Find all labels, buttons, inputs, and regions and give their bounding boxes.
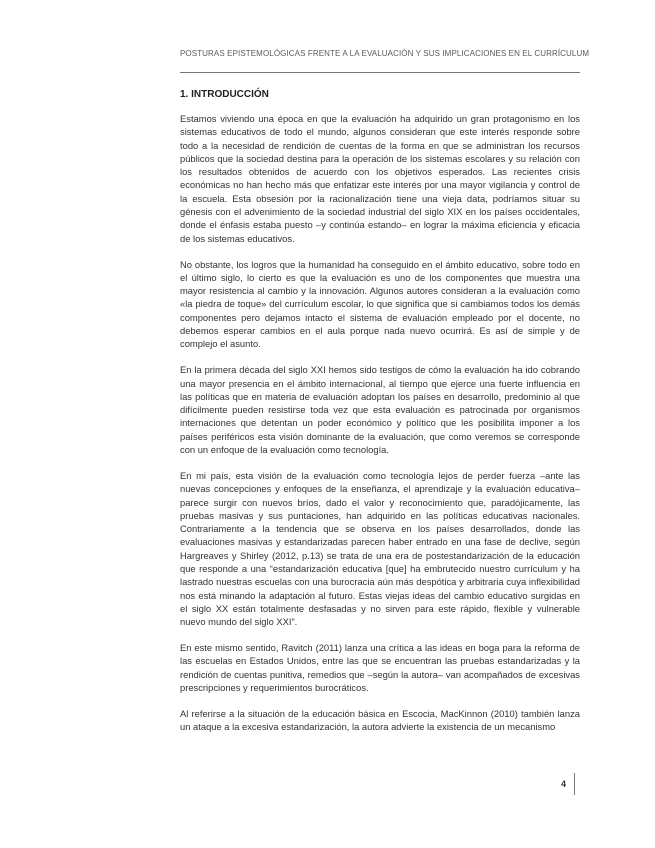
paragraph: En mi país, esta visión de la evaluación como tecnología lejos de perder fuerza –ante las nuevas concepciones y enfoques de la enseñanza, el aprendizaje y la evaluación educativa– parece surgir con nuevos bríos, dado el valor y reconocimiento que, paradójicamente, las pruebas masivas y sus puntaciones, han adquirido en las políticas educativas nacionales. Contrariamente a la tendencia que se observa en los países desarrollados, donde las evaluaciones masivas y estandarizadas parecen haber entrado en una fase de declive, según Hargreaves y Shirley (2012, p.13) se trata de una era de postestandarización de la educación que responde a una “estandarización educativa [que] ha embrutecido nuestro currículum y ha lastrado nuestras escuelas con una burocracia aún más despótica y arbitraria cuya inflexibilidad nos está minando la adaptación al futuro. Estas viejas ideas del cambio educativo surgidas en el siglo XX están totalmente desfasadas y no sirven para este rápido, flexible y vulnerable nuevo mundo del siglo XXI”. [180,469,580,628]
body-text [180,112,580,746]
paragraph: En este mismo sentido, Ravitch (2011) lanza una crítica a las ideas en boga para la reforma de las escuelas en Estados Unidos, entre las que se encuentran las pruebas estandarizadas y la rendición de cuentas punitiva, remedios que –según la autora– van acompañados de excesivas prescripciones y requerimientos burocráticos. [180,642,580,693]
section-heading: 1. INTRODUCCIÓN [180,89,269,100]
header-rule [180,72,580,73]
paragraph: Al referirse a la situación de la educación básica en Escocia, MacKinnon (2010) también lanza un ataque a la excesiva estandarización, la autora advierte la existencia de un mecanismo [180,707,580,733]
paragraph: En la primera década del siglo XXI hemos sido testigos de cómo la evaluación ha ido cobrando una mayor presencia en el ámbito internacional, al tiempo que ejerce una fuerte influencia en las políticas que en materia de evaluación adoptan los países en desarrollo, predominio al que difícilmente pueden resistirse toda vez que esta evaluación es patrocinada por organismos internaciones que detentan un poder económico y político que les posibilita imponer a los países periféricos esta visión dominante de la evaluación, que como veremos se corresponde con un enfoque de la evaluación como tecnología. [180,364,580,456]
paragraph: No obstante, los logros que la humanidad ha conseguido en el ámbito educativo, sobre todo en el último siglo, lo cierto es que la evaluación es uno de los componentes que muestra una mayor resistencia al cambio y la innovación. Algunos autores consideran a la evaluación como «la piedra de toque» del currículum escolar, lo que significa que si cambiamos todos los demás componentes pero dejamos intacto el sistema de evaluación empleado por el docente, no debemos esperar cambios en el aula porque nada nuevo ocurrirá. Es así de simple y de complejo el asunto. [180,258,580,350]
page-number-rule [574,773,575,795]
running-head: POSTURAS EPISTEMOLÓGICAS FRENTE A LA EVALUACIÓN Y SUS IMPLICACIONES EN EL CURRÍCULUM [180,49,590,58]
page-number: 4 [561,779,567,789]
paragraph: Estamos viviendo una época en que la evaluación ha adquirido un gran protagonismo en los sistemas educativos de todo el mundo, algunos consideran que este interés responde sobre todo a la necesidad de rendición de cuentas de la forma en que se administran los recursos públicos que la sociedad destina para la operación de los sistemas escolares y su relación con los resultados obtenidos de acuerdo con los objetivos esperados. Las recientes crisis económicas no han hecho más que enfatizar este interés por una mayor vigilancia y control de la escuela. Esta obsesión por la racionalización tiene una vieja data, podríamos situar su génesis con el advenimiento de la sociedad industrial del siglo XIX en los países occidentales, donde el énfasis estaba puesto –y continúa estando– en lograr la máxima eficiencia y eficacia de los sistemas educativos. [180,113,580,244]
